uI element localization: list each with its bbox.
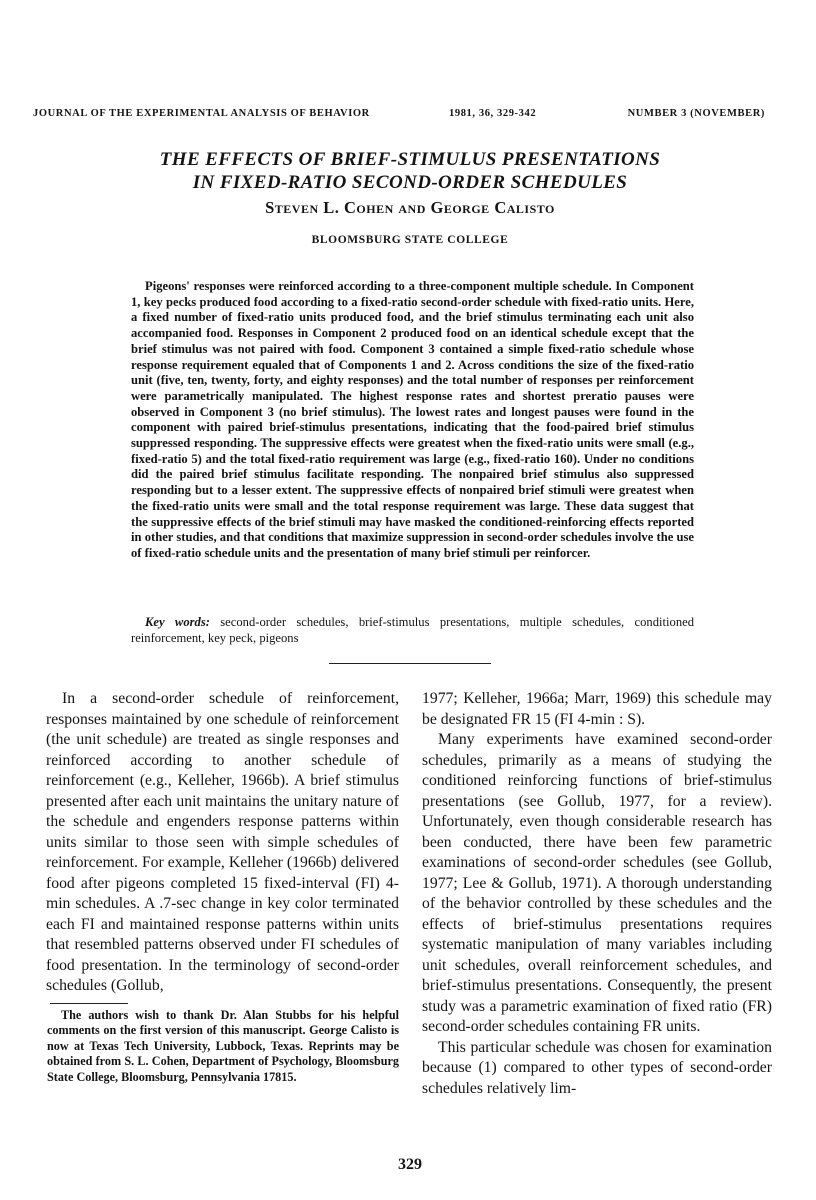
affiliation: BLOOMSBURG STATE COLLEGE <box>311 234 509 246</box>
section-divider <box>329 663 491 664</box>
journal-name: JOURNAL OF THE EXPERIMENTAL ANALYSIS OF BEHAVIOR <box>33 108 370 119</box>
running-header <box>33 108 765 124</box>
title-line-1: THE EFFECTS OF BRIEF-STIMULUS PRESENTATIONS <box>159 149 661 170</box>
abstract: Pigeons' responses were reinforced according to a three-component multiple schedule. In Component 1, key pecks produced food according to a fixed-ratio second-order schedule with fixed-ratio units. Here, a fixed number of fixed-ratio units produced food, and the brief stimulus terminating each unit also accompanied food. Responses in Component 2 produced food on an identical schedule except that the brief stimulus was not paired with food. Component 3 contained a simple fixed-ratio schedule whose response requirement equaled that of Components 1 and 2. Across conditions the size of the fixed-ratio unit (five, ten, twenty, forty, and eighty responses) and the total number of responses per reinforcement were parametrically manipulated. The highest response rates and shortest preratio pauses were observed in Component 3 (no brief stimulus). The lowest rates and longest pauses were found in the component with paired brief-stimulus presentations, indicating that the food-paired brief stimulus suppressed responding. The suppressive effects were greatest when the fixed-ratio units were small (e.g., fixed-ratio 5) and the total fixed-ratio requirement was large (e.g., fixed-ratio 160). Under no conditions did the paired brief stimulus facilitate responding. The nonpaired brief stimulus also suppressed responding but to a lesser extent. The suppressive effects of nonpaired brief stimuli were greatest when the fixed-ratio units were small and the total response requirement was large. These data suggest that the suppressive effects of the brief stimuli may have masked the conditioned-reinforcing effects reported in other studies, and that conditions that maximize suppression in second-order schedules involve the use of fixed-ratio schedule units and the presentation of many brief stimuli per reinforcer. <box>131 279 694 560</box>
footnote: The authors wish to thank Dr. Alan Stubbs for his helpful comments on the first version of this manuscript. George Calisto is now at Texas Tech University, Lubbock, Texas. Reprints may be obtained from S. L. Cohen, Department of Psychology, Bloomsburg State College, Bloomsburg, Pennsylvania 17815. <box>47 1008 399 1084</box>
paragraph-continuation: 1977; Kelleher, 1966a; Marr, 1969) this schedule may be designated FR 15 (FI 4-min : S). <box>422 690 772 728</box>
keywords-text: second-order schedules, brief-stimulus presentations, multiple schedules, conditioned reinforcement, key peck, pigeons <box>131 615 695 645</box>
body-right-column <box>422 689 772 1099</box>
paragraph: This particular schedule was chosen for examination because (1) compared to other types of second-order schedules relatively lim- <box>422 1038 772 1097</box>
issue-number: NUMBER 3 (NOVEMBER) <box>627 108 765 119</box>
page-number: 329 <box>398 1156 422 1173</box>
title-line-2: IN FIXED-RATIO SECOND-ORDER SCHEDULES <box>192 172 628 193</box>
keywords <box>131 615 694 646</box>
footnote-divider <box>50 1003 128 1004</box>
article-title <box>60 148 760 194</box>
body-left-column: In a second-order schedule of reinforcement, responses maintained by one schedule of reinforcement (the unit schedule) are treated as single responses and reinforced according to another schedule of reinforcement (e.g., Kelleher, 1966b). A brief stimulus presented after each unit maintains the unitary nature of the schedule and engenders response patterns within units similar to those seen with simple schedules of reinforcement. For example, Kelleher (1966b) delivered food after pigeons completed 15 fixed-interval (FI) 4-min schedules. A .7-sec change in key color terminated each FI and maintained response patterns within units that resembled patterns observed under FI schedules of food presentation. In the terminology of second-order schedules (Gollub, <box>46 690 399 994</box>
keywords-label: Key words: <box>145 615 210 629</box>
authors: Steven L. Cohen and George Calisto <box>265 198 555 217</box>
paragraph: Many experiments have examined second-order schedules, primarily as a means of studying the conditioned reinforcing functions of brief-stimulus presentations (see Gollub, 1977, for a review). Unfortunately, even though considerable research has been conducted, there have been few parametric examinations of second-order schedules (see Gollub, 1977; Lee & Gollub, 1971). A thorough understanding of the behavior controlled by these schedules and the effects of brief-stimulus presentations requires systematic manipulation of many variables including unit schedules, overall reinforcement schedules, and brief-stimulus presentations. Consequently, the present study was a parametric examination of fixed ratio (FR) second-order schedules containing FR units. <box>422 731 772 1035</box>
citation: 1981, 36, 329-342 <box>449 108 537 119</box>
